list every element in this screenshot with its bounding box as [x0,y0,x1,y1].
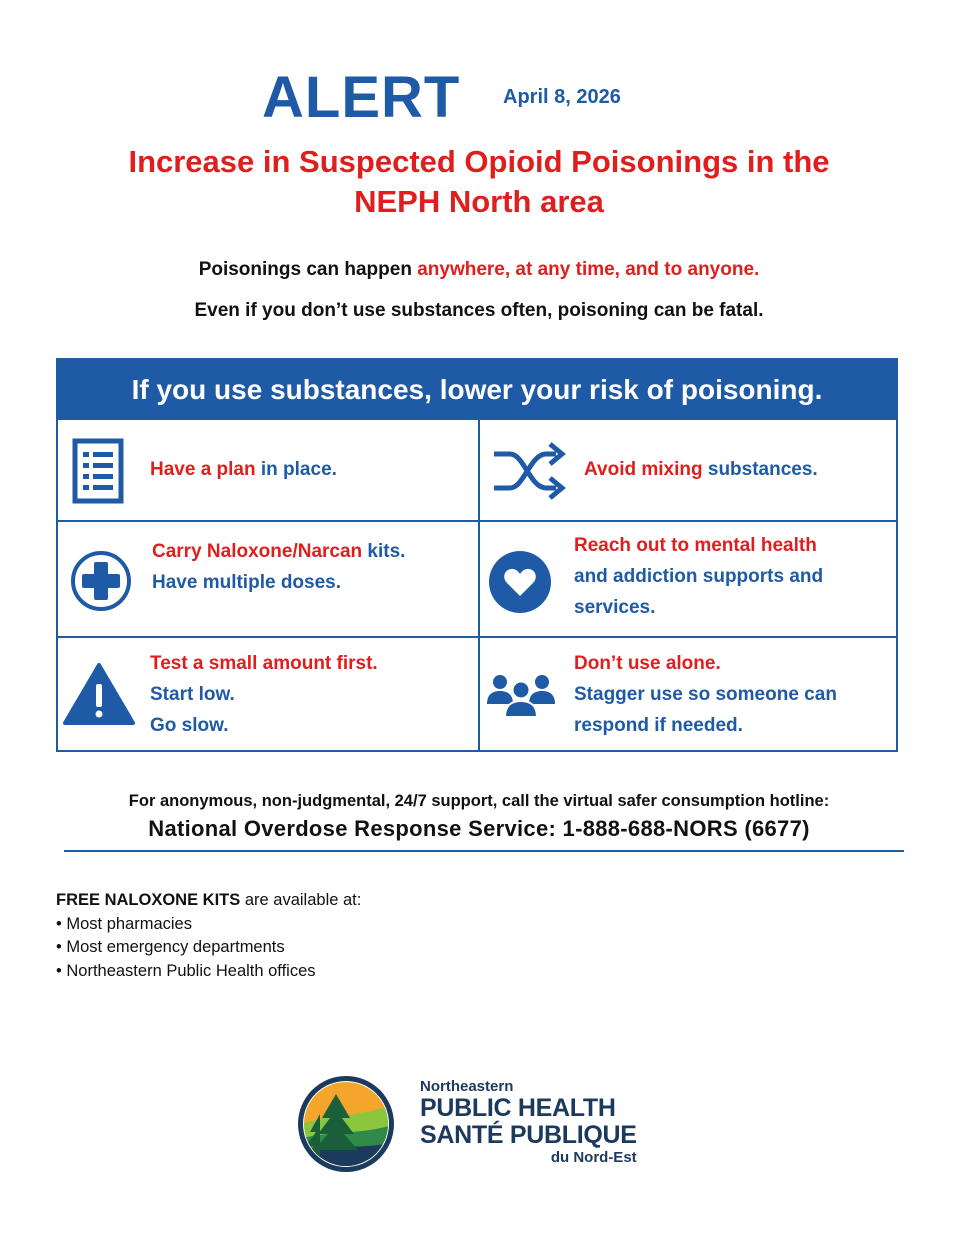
tip-alone [480,638,900,752]
tip-mixing-text [584,454,818,485]
tip-mixing-blue: substances. [702,459,818,480]
neph-logo-emblem [296,1074,396,1174]
checklist-icon [72,438,124,504]
logo-sante-publique: SANTÉ PUBLIQUE [420,1121,637,1149]
tip-test-line-3: Go slow. [150,715,229,736]
tip-support-text [574,530,823,623]
medical-cross-icon [70,550,132,612]
intro-line-1-emphasis: anywhere, at any time, and to anyone. [417,259,760,280]
list-item: • Northeastern Public Health offices [56,961,316,980]
shuffle-icon [490,440,570,502]
intro-line-1 [40,259,918,281]
logo-northeastern: Northeastern [420,1078,514,1095]
headline-line-1: Increase in Suspected Opioid Poisonings in the [128,144,830,179]
kits-lead-bold: FREE NALOXONE KITS [56,891,241,909]
tip-test-text [150,648,378,741]
tip-support-line-3: services. [574,597,656,618]
tip-plan-text [150,454,337,485]
hotline-number: National Overdose Response Service: 1-888-688-NORS (6677) [148,816,810,841]
logo-du-nord-est: du Nord-Est [550,1149,637,1166]
heart-icon [488,550,552,614]
intro-line-2: Even if you don’t use substances often, poisoning can be fatal. [194,300,764,321]
alert-date: April 8, 2026 [503,86,621,108]
list-item: • Most emergency departments [56,938,285,956]
tip-naloxone-blue: kits. [362,541,406,562]
kits-lead-rest: are available at: [240,891,362,909]
tip-support-line-2: and addiction supports and [574,566,824,587]
tip-support-line-1: Reach out to mental health [574,535,817,556]
tip-support [480,522,900,636]
tip-naloxone-line-2: Have multiple doses. [152,572,342,593]
group-people-icon [486,670,556,718]
tip-naloxone-text [152,536,405,598]
tip-naloxone [58,522,478,636]
tip-mixing-red: Avoid mixing [584,459,703,480]
hotline-divider [64,850,904,852]
tip-alone-text [574,648,837,741]
tip-test-line-1: Test a small amount first. [150,653,378,674]
tip-alone-line-1: Don’t use alone. [574,653,721,674]
alert-title: ALERT [262,65,461,130]
logo-public-health: PUBLIC HEALTH [420,1094,616,1122]
risk-panel-title: If you use substances, lower your risk of poisoning. [58,360,896,420]
naloxone-kits-section [56,889,361,983]
tip-naloxone-line-1 [152,536,405,567]
tip-alone-line-2: Stagger use so someone can [574,684,837,705]
tip-test [58,638,478,752]
tip-plan-blue: in place. [255,459,337,480]
warning-icon [62,662,136,726]
headline-line-2: NEPH North area [354,184,604,219]
list-item: • Most pharmacies [56,914,192,933]
kits-list [56,913,361,984]
tip-mixing [480,422,900,520]
intro-line-1-text: Poisonings can happen [198,259,418,280]
tip-alone-line-3: respond if needed. [574,715,743,736]
tip-test-line-2: Start low. [150,684,235,705]
tip-plan-red: Have a plan [150,459,256,480]
risk-reduction-panel [56,358,898,752]
hotline-intro: For anonymous, non-judgmental, 24/7 support, call the virtual safer consumption hotline: [128,792,830,810]
headline [40,142,918,222]
kits-lead [56,889,361,913]
tip-plan [58,422,478,520]
neph-logo-wordmark [420,1078,637,1166]
tip-naloxone-red: Carry Naloxone/Narcan [152,541,363,562]
